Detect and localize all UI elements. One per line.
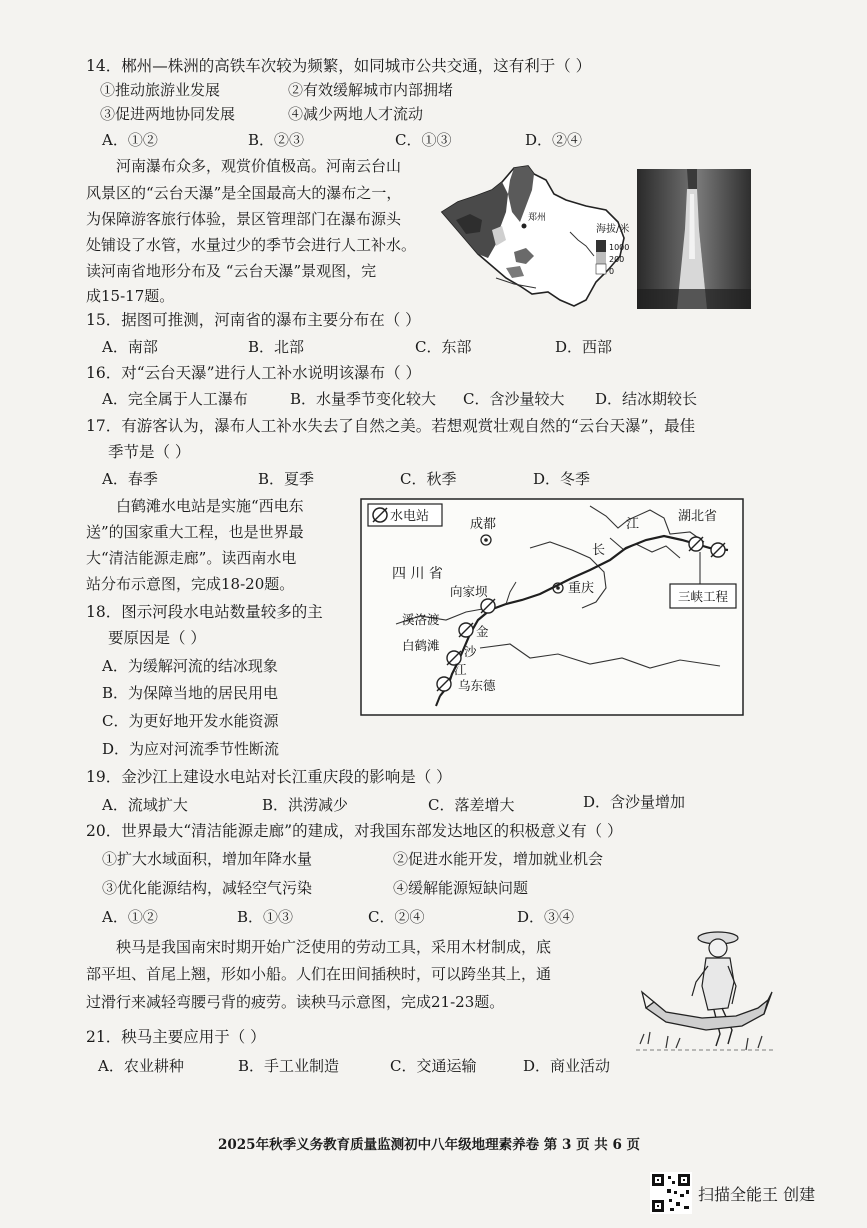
- xiangjiaba-label: 向家坝: [450, 584, 488, 599]
- henan-passage-line-1: 河南瀑布众多，观赏价值极高。河南云台山: [116, 157, 402, 175]
- q16-option-a: A．完全属于人工瀑布: [102, 390, 248, 408]
- q21-option-b: B．手工业制造: [238, 1057, 340, 1075]
- yuntai-waterfall-photo: [637, 169, 751, 309]
- q19-option-b: B．洪涝减少: [262, 796, 349, 814]
- page-footer: 2025年秋季义务教育质量监测初中八年级地理素养卷 第 3 页 共 6 页: [218, 1137, 641, 1153]
- q20-stem: 20．世界最大“清洁能源走廊”的建成，对我国东部发达地区的积极意义有（ ）: [86, 822, 623, 840]
- q16-option-c: C．含沙量较大: [463, 390, 565, 408]
- q17-option-c: C．秋季: [400, 470, 457, 488]
- legend-0: 0: [609, 267, 615, 276]
- henan-passage-line-3: 为保障游客旅行体验，景区管理部门在瀑布源头: [86, 210, 402, 228]
- q20-statement-3: ③优化能源结构，减轻空气污染: [102, 879, 313, 897]
- yangma-illustration: [636, 926, 776, 1056]
- q20-option-b: B．①③: [237, 908, 294, 926]
- baihetan-passage-line-4: 站分布示意图，完成18-20题。: [86, 575, 295, 593]
- river-label-jiang-2: 江: [454, 662, 467, 677]
- sichuan-label: 四 川 省: [392, 566, 443, 582]
- q14-option-b: B．②③: [248, 131, 305, 149]
- legend-swatch-mid: [596, 252, 606, 264]
- q14-option-d: D．②④: [525, 131, 583, 149]
- q15-stem: 15．据图可推测，河南省的瀑布主要分布在（ ）: [86, 311, 421, 329]
- xiluodu-station-marker: [459, 623, 473, 637]
- q20-statement-1: ①扩大水域面积，增加年降水量: [102, 850, 313, 868]
- baihetan-passage-line-1: 白鹤滩水电站是实施“西电东: [116, 497, 304, 515]
- q15-option-c: C．东部: [415, 338, 472, 356]
- q17-option-d: D．冬季: [533, 470, 591, 488]
- henan-passage-line-2: 风景区的“云台天瀑”是全国最高大的瀑布之一，: [86, 184, 402, 202]
- hubei-second-station-marker: [711, 543, 725, 557]
- q14-option-a: A．①②: [102, 131, 158, 149]
- q20-option-c: C．②④: [368, 908, 425, 926]
- baihetan-passage-line-2: 送”的国家重大工程，也是世界最: [86, 523, 304, 541]
- river-label-jin: 金: [476, 624, 489, 639]
- q21-option-c: C．交通运输: [390, 1057, 477, 1075]
- scanner-watermark-text: 扫描全能王 创建: [698, 1185, 816, 1204]
- q19-option-a: A．流域扩大: [102, 796, 188, 814]
- q20-option-a: A．①②: [102, 908, 158, 926]
- q15-option-b: B．北部: [248, 338, 305, 356]
- q16-stem: 16．对“云台天瀑”进行人工补水说明该瀑布（ ）: [86, 364, 421, 382]
- henan-passage-line-4: 处铺设了水管，水量过少的季节会进行人工补水。: [86, 236, 417, 254]
- legend-200: 200: [609, 255, 625, 264]
- hydro-legend-label: 水电站: [390, 509, 430, 524]
- q20-statement-2: ②促进水能开发，增加就业机会: [393, 850, 604, 868]
- q18-stem-line-1: 18．图示河段水电站数量较多的主: [86, 603, 323, 621]
- zhengzhou-label: 郑州: [528, 213, 547, 223]
- yangma-passage-line-3: 过滑行来减轻弯腰弓背的疲劳。读秧马示意图，完成21-23题。: [86, 993, 505, 1011]
- q21-stem: 21．秧马主要应用于（ ）: [86, 1028, 266, 1046]
- river-label-jiang: 江: [626, 517, 640, 532]
- q14-statement-2: ②有效缓解城市内部拥堵: [288, 81, 454, 99]
- legend-1000: 1000: [609, 243, 630, 252]
- sanxia-label: 三峡工程: [678, 589, 729, 604]
- q15-option-d: D．西部: [555, 338, 613, 356]
- q17-option-b: B．夏季: [258, 470, 315, 488]
- q18-option-b: B．为保障当地的居民用电: [102, 684, 279, 702]
- q17-option-a: A．春季: [102, 470, 158, 488]
- q18-stem-line-2: 要原因是（ ）: [108, 629, 206, 647]
- legend-swatch-low: [596, 264, 606, 274]
- chengdu-label: 成都: [470, 517, 497, 532]
- q14-statement-4: ④减少两地人才流动: [288, 105, 424, 123]
- q17-stem-line-2: 季节是（ ）: [108, 443, 191, 461]
- yangma-passage-line-1: 秧马是我国南宋时期开始广泛使用的劳动工具，采用木材制成，底: [116, 938, 552, 956]
- q21-option-a: A．农业耕种: [98, 1057, 184, 1075]
- southwest-hydropower-map: [360, 498, 744, 716]
- baihetan-passage-line-3: 大“清洁能源走廊”。读西南水电: [86, 549, 297, 567]
- q19-option-d: D．含沙量增加: [583, 793, 686, 811]
- wudongde-station-marker: [437, 677, 451, 691]
- q18-option-d: D．为应对河流季节性断流: [102, 740, 280, 758]
- baihetan-label: 白鹤滩: [402, 638, 440, 653]
- yangma-passage-line-2: 部平坦、首尾上翘，形如小船。人们在田间插秧时，可以跨坐其上，通: [86, 965, 552, 983]
- chongqing-label: 重庆: [568, 581, 595, 596]
- henan-passage-line-6: 成15-17题。: [86, 287, 175, 305]
- q20-statement-4: ④缓解能源短缺问题: [393, 879, 529, 897]
- henan-passage-line-5: 读河南省地形分布及 “云台天瀑”景观图，完: [86, 262, 377, 280]
- q19-stem: 19．金沙江上建设水电站对长江重庆段的影响是（ ）: [86, 768, 452, 786]
- q17-stem-line-1: 17．有游客认为，瀑布人工补水失去了自然之美。若想观赏壮观自然的“云台天瀑”，最佳: [86, 417, 696, 435]
- river-label-sha: 沙: [464, 644, 477, 659]
- legend-swatch-high: [596, 240, 606, 252]
- qr-code-icon: [650, 1172, 692, 1214]
- q16-option-d: D．结冰期较长: [595, 390, 698, 408]
- q14-statement-1: ①推动旅游业发展: [100, 81, 221, 99]
- hubei-label: 湖北省: [678, 509, 718, 524]
- q16-option-b: B．水量季节变化较大: [290, 390, 437, 408]
- xiangjiaba-station-marker: [481, 599, 495, 613]
- q21-option-d: D．商业活动: [523, 1057, 611, 1075]
- q15-option-a: A．南部: [102, 338, 158, 356]
- q18-option-a: A．为缓解河流的结冰现象: [102, 657, 278, 675]
- wudongde-label: 乌东德: [458, 678, 496, 693]
- q20-option-d: D．③④: [517, 908, 575, 926]
- q18-option-c: C．为更好地开发水能资源: [102, 712, 279, 730]
- q14-stem: 14．郴州—株洲的高铁车次较为频繁，如同城市公共交通，这有利于（ ）: [86, 57, 592, 75]
- henan-terrain-map: [436, 160, 636, 310]
- xiluodu-label: 溪洛渡: [402, 612, 440, 627]
- elevation-legend-title: 海拔/米: [596, 224, 630, 235]
- q19-option-c: C．落差增大: [428, 796, 515, 814]
- sanxia-station-marker: [689, 537, 703, 551]
- river-label-chang: 长: [592, 543, 606, 558]
- q14-option-c: C．①③: [395, 131, 452, 149]
- q14-statement-3: ③促进两地协同发展: [100, 105, 236, 123]
